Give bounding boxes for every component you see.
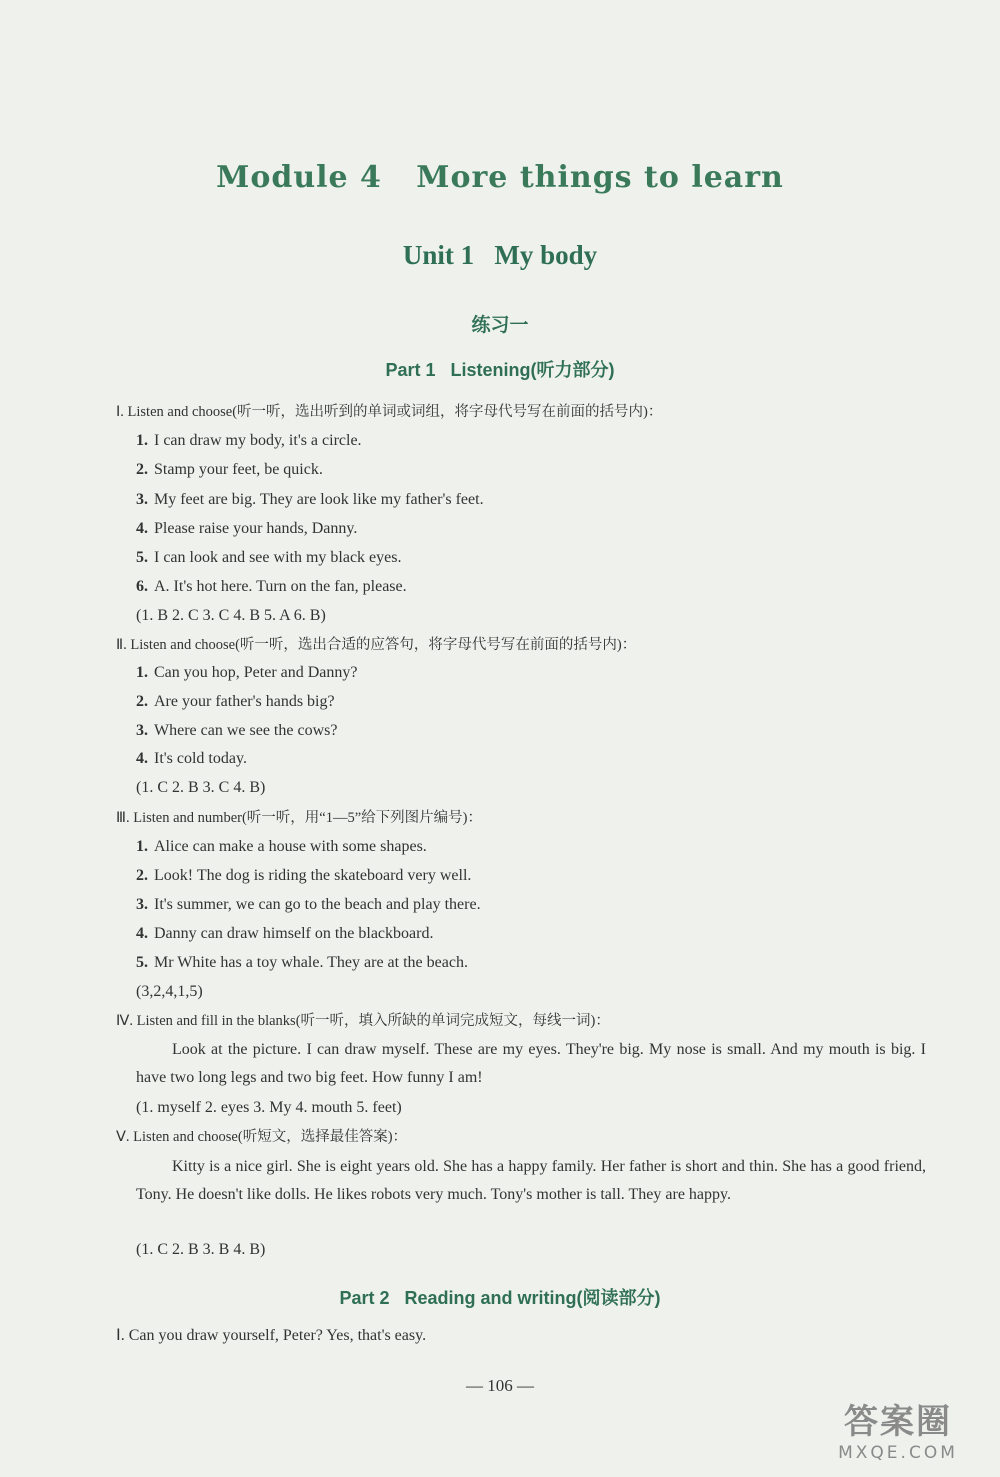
- unit-title: Unit 1 My body: [402, 240, 598, 270]
- item-number: 6.: [136, 578, 148, 595]
- item-number: 3.: [136, 491, 148, 508]
- list-item: [136, 895, 481, 915]
- item-number: 2.: [136, 461, 148, 478]
- item-text: It's cold today.: [154, 750, 247, 767]
- list-item: [136, 548, 401, 568]
- item-number: 3.: [136, 896, 148, 913]
- item-number: 1.: [136, 664, 148, 681]
- list-item: [136, 519, 357, 539]
- item-text: My feet are big. They are look like my father's feet.: [154, 491, 484, 508]
- item-text: Look! The dog is riding the skateboard very well.: [154, 867, 472, 884]
- item-text: Danny can draw himself on the blackboard.: [154, 925, 434, 942]
- part1-title: Part 1 Listening(听力部分): [385, 360, 615, 380]
- item-number: 4.: [136, 750, 148, 767]
- section-3-answer: (3,2,4,1,5): [136, 983, 203, 1000]
- list-item: [136, 953, 468, 973]
- section-4-paragraph: Look at the picture. I can draw myself. These are my eyes. They're big. My nose is small. And my mouth is big. I have two long legs and two big feet. How funny I am!: [136, 1041, 926, 1086]
- item-text: Mr White has a toy whale. They are at the beach.: [154, 954, 468, 971]
- item-text: Are your father's hands big?: [154, 693, 335, 710]
- watermark-logo: [818, 1402, 978, 1472]
- item-text: Can you hop, Peter and Danny?: [154, 664, 358, 681]
- list-item: [136, 721, 337, 741]
- item-number: 1.: [136, 838, 148, 855]
- item-text: I can look and see with my black eyes.: [154, 549, 402, 566]
- section-1-heading: Ⅰ. Listen and choose(听一听，选出听到的单词或词组，将字母代号写在前面的括号内)：: [116, 404, 663, 420]
- item-text: Please raise your hands, Danny.: [154, 520, 358, 537]
- item-number: 4.: [136, 925, 148, 942]
- list-item: [136, 866, 471, 886]
- item-text: I can draw my body, it's a circle.: [154, 432, 362, 449]
- list-item: [136, 692, 335, 712]
- part2-first-line: Ⅰ. Can you draw yourself, Peter? Yes, that's easy.: [116, 1327, 427, 1344]
- item-number: 4.: [136, 520, 148, 537]
- page-number: — 106 —: [466, 1376, 534, 1395]
- section-2-heading: Ⅱ. Listen and choose(听一听，选出合适的应答句，将字母代号写在前面的括号内)：: [116, 637, 637, 653]
- list-item: [136, 749, 247, 769]
- exercise-title: 练习一: [471, 314, 529, 336]
- section-2-answer: (1. C 2. B 3. C 4. B): [136, 779, 266, 796]
- item-text: It's summer, we can go to the beach and play there.: [154, 896, 481, 913]
- list-item: [136, 460, 323, 480]
- section-5-answer: (1. C 2. B 3. B 4. B): [136, 1241, 266, 1258]
- list-item: [136, 577, 407, 597]
- section-4-heading: Ⅳ. Listen and fill in the blanks(听一听，填入所缺的单词完成短文，每线一词)：: [116, 1013, 610, 1029]
- item-number: 5.: [136, 549, 148, 566]
- item-number: 5.: [136, 954, 148, 971]
- item-text: Stamp your feet, be quick.: [154, 461, 323, 478]
- watermark-bottom-text: MXQE.COM: [838, 1443, 958, 1463]
- list-item: [136, 663, 358, 683]
- part2-title: Part 2 Reading and writing(阅读部分): [339, 1288, 661, 1308]
- item-number: 2.: [136, 693, 148, 710]
- item-number: 2.: [136, 867, 148, 884]
- list-item: [136, 924, 433, 944]
- watermark-top-text: 答案圈: [844, 1402, 952, 1442]
- list-item: [136, 431, 362, 451]
- section-5-paragraph: Kitty is a nice girl. She is eight years old. She has a happy family. Her father is short and thin. She has a good friend, Tony. He doesn't like dolls. He likes robots very much. Tony's mother is tall. They are happy.: [136, 1158, 926, 1203]
- item-text: Alice can make a house with some shapes.: [154, 838, 427, 855]
- list-item: [136, 837, 427, 857]
- section-4-answer: (1. myself 2. eyes 3. My 4. mouth 5. feet): [136, 1099, 402, 1116]
- section-1-answer: (1. B 2. C 3. C 4. B 5. A 6. B): [136, 607, 326, 624]
- module-title: Module 4 More things to learn: [216, 160, 784, 195]
- item-number: 3.: [136, 722, 148, 739]
- section-3-heading: Ⅲ. Listen and number(听一听，用“1—5”给下列图片编号)：: [116, 810, 482, 826]
- list-item: [136, 490, 484, 510]
- item-text: A. It's hot here. Turn on the fan, please.: [154, 578, 407, 595]
- item-number: 1.: [136, 432, 148, 449]
- section-5-heading: Ⅴ. Listen and choose(听短文，选择最佳答案)：: [116, 1129, 408, 1145]
- item-text: Where can we see the cows?: [154, 722, 338, 739]
